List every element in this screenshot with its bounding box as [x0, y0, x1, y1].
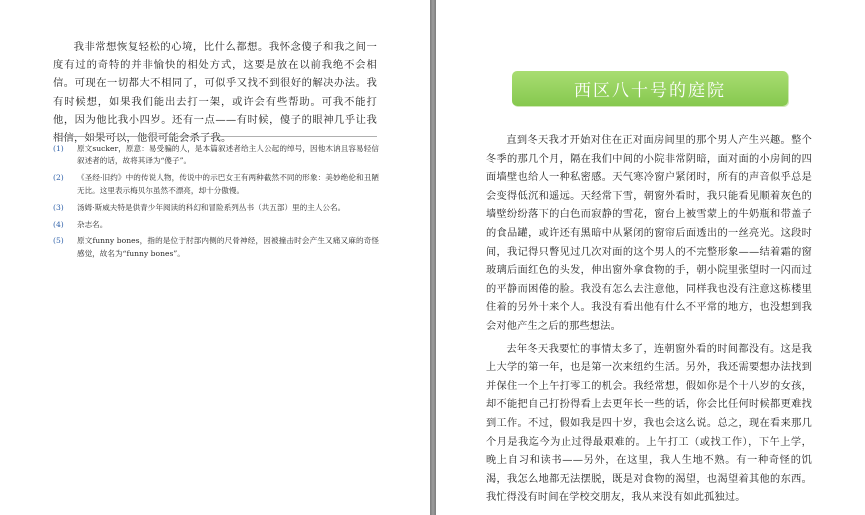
footnote-item — [53, 143, 379, 168]
footnote-item — [53, 172, 379, 197]
body-paragraph-1: 直到冬天我才开始对住在正对面房间里的那个男人产生兴趣。整个冬季的那几个月，隔在我们中间的小院非常阴暗，面对面的小房间的四面墙壁也给人一种私密感。天气寒冷窗户紧闭时，所有的声音似乎总是会变得低沉和遥远。天经常下雪，朝窗外看时，我只能看见顺着灰色的墙壁纷纷落下的白色而寂静的雪花，窗台上被雪蒙上的牛奶瓶和带盖子的食品罐，或许还有黑暗中从紧闭的窗帘后面透出的一丝亮光。这段时间，我记得只瞥见过几次对面的这个男人的不完整形象——结着霜的窗玻璃后面红色的头发，伸出窗外拿食物的手，朝小院里张望时一闪而过的平静而困倦的脸。我没有怎么去注意他，同样我也没有注意这栋楼里住着的另外十来个人。我没有看出他有什么不平常的地方，也没想到我会对他产生之后的那些想法。 — [486, 135, 812, 332]
footnote-number: (5) — [53, 236, 64, 246]
footnote-text: 原文sucker，原意：易受骗的人，是本篇叙述者给主人公起的绰号，因他木讷且容易轻信叙述者的话，故将其译为“傻子”。 — [77, 144, 379, 166]
left-page-body — [53, 38, 377, 147]
left-body-paragraph: 我非常想恢复轻松的心境，比什么都想。我怀念傻子和我之间一度有过的奇特的并非愉快的相处方式，这要是放在以前我绝不会相信。可现在一切都大不相同了，可似乎又找不到很好的解决办法。我有时候想，如果我们能出去打一架，或许会有些帮助。可我不能打他，因为他比我小四岁。还有一点——有时候，傻子的眼神几乎让我相信，如果可以，他很可能会杀了我。 — [53, 41, 377, 145]
footnote-number: (3) — [53, 202, 64, 212]
footnote-text: 汤姆·斯威夫特是供青少年阅读的科幻和冒险系列丛书（共五部）里的主人公名。 — [77, 202, 346, 212]
right-page-body — [486, 132, 812, 508]
footnote-text: 原文funny bones，指的是位于肘部内侧的尺骨神经，因被撞击时会产生又痛又麻的奇怪感觉，故名为“funny bones”。 — [77, 236, 379, 258]
footnote-number: (4) — [53, 219, 64, 229]
chapter-title: 西区八十号的庭院 — [574, 81, 726, 101]
footnote-text: 《圣经·旧约》中的传说人物，传说中的示巴女王有两种截然不同的形象：美妙绝伦和丑陋无比。这里表示梅贝尔虽然不漂亮，却十分傲慢。 — [77, 173, 379, 195]
right-page — [436, 0, 865, 515]
footnote-number: (1) — [53, 144, 64, 153]
footnote-number: (2) — [53, 173, 64, 183]
body-paragraph-2: 去年冬天我要忙的事情太多了，连朝窗外看的时间都没有。这是我上大学的第一年，也是第一次来纽约生活。另外，我还需要想办法找到并保住一个上午打零工的机会。我经常想，假如你是个十八岁的女孩，却不能把自己打扮得看上去更年长一些的话，你会比任何时候都更难找到工作。不过，假如我是四十岁，我也会这么说。总之，现在看来那几个月是我迄今为止过得最艰难的。上午打工（或找工作），下午上学，晚上自习和读书——另外，在这里，我人生地不熟。有一种奇怪的饥渴，我怎么地都无法摆脱，既是对食物的渴望，也渴望着其他的东西。我忙得没有时间在学校交朋友，我从来没有如此孤独过。 — [486, 343, 812, 504]
footnote-text: 杂志名。 — [77, 219, 108, 229]
footnote-list — [53, 143, 379, 265]
footnote-divider — [53, 136, 377, 137]
footnote-item — [53, 235, 379, 260]
chapter-title-banner — [512, 71, 788, 106]
footnote-item — [53, 202, 379, 214]
left-page — [0, 0, 430, 515]
footnote-item — [53, 219, 379, 231]
